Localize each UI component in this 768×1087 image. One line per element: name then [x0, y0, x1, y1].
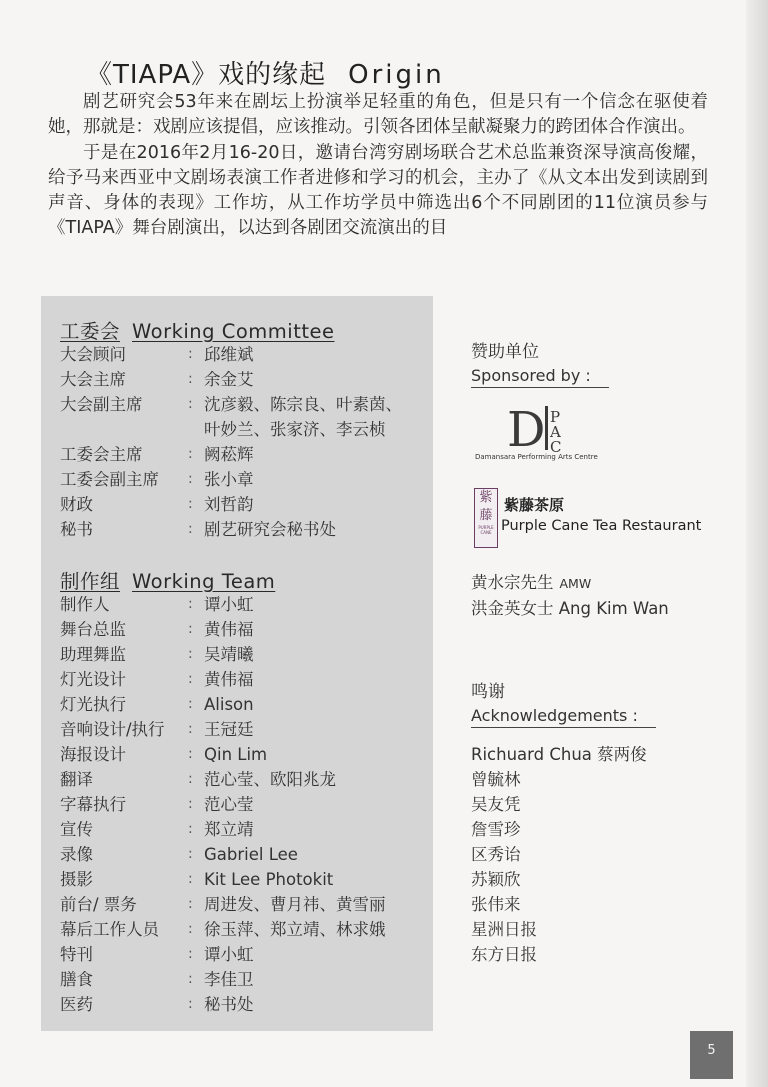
credit-colon: :: [188, 521, 193, 537]
credit-name: 黄伟福: [204, 620, 254, 639]
acknowledgement-item: 詹雪珍: [471, 820, 521, 839]
credit-row: [60, 592, 430, 617]
credit-name: 吴靖曦: [204, 645, 254, 664]
credit-name: 黄伟福: [204, 670, 254, 689]
credit-colon: :: [188, 671, 193, 687]
credit-row: [60, 467, 430, 492]
acknowledgements-heading-en: Acknowledgements :: [471, 705, 656, 728]
acknowledgement-item: Richuard Chua 蔡两俊: [471, 745, 647, 764]
credit-role: 财政: [60, 495, 93, 514]
credit-role: 医药: [60, 995, 93, 1014]
credit-name: 张小章: [204, 470, 254, 489]
credit-role: 舞台总监: [60, 620, 126, 639]
credit-colon: :: [188, 846, 193, 862]
credit-colon: :: [188, 396, 193, 412]
acknowledgements-section: [471, 680, 731, 967]
credit-row: [60, 892, 430, 917]
credit-colon: :: [188, 646, 193, 662]
credit-colon: :: [188, 346, 193, 362]
dpac-logo: [471, 400, 641, 464]
credit-name: Kit Lee Photokit: [204, 870, 334, 889]
credit-row: [60, 992, 430, 1017]
page-title: [86, 54, 445, 91]
intro-paragraph-1: 剧艺研究会53年来在剧坛上扮演举足轻重的角色，但是只有一个信念在驱使着她，那就是：戏剧应该提倡，应该推动。引领各团体呈献凝聚力的跨团体合作演出。: [48, 92, 708, 137]
credit-colon: :: [188, 446, 193, 462]
credit-role: 制作人: [60, 595, 110, 614]
credit-name: 叶妙兰、张家济、李云桢: [204, 420, 386, 439]
acknowledgement-item: 区秀诒: [471, 845, 521, 864]
individual-sponsor: [471, 570, 731, 596]
credit-colon: :: [188, 946, 193, 962]
credit-name: Alison: [204, 695, 254, 714]
credit-role: 特刊: [60, 945, 93, 964]
credit-colon: :: [188, 871, 193, 887]
credit-name: Qin Lim: [204, 745, 268, 764]
credit-row: [60, 967, 430, 992]
page-number: 5: [690, 1031, 733, 1079]
title-zh: 《TIAPA》戏的缘起: [86, 60, 327, 90]
credit-name: 范心莹: [204, 795, 254, 814]
credit-name: 李佳卫: [204, 970, 254, 989]
credit-role: 宣传: [60, 820, 93, 839]
dpac-name: Damansara Performing Arts Centre: [475, 453, 598, 461]
credit-role: 前台/ 票务: [60, 895, 137, 914]
committee-list: [60, 342, 430, 542]
svg-text:P: P: [550, 408, 561, 426]
credit-role: 秘书: [60, 520, 93, 539]
credit-colon: :: [188, 596, 193, 612]
title-en: Origin: [348, 60, 445, 90]
credit-name: 范心莹、欧阳兆龙: [204, 770, 336, 789]
credit-name: 邱维斌: [204, 345, 254, 364]
credit-role: 工委会副主席: [60, 470, 159, 489]
credit-row: [60, 767, 430, 792]
credit-role: 大会副主席: [60, 395, 143, 414]
credit-row: [60, 442, 430, 467]
credit-role: 大会顾问: [60, 345, 126, 364]
credit-row: [60, 917, 430, 942]
credit-role: 大会主席: [60, 370, 126, 389]
credit-colon: :: [188, 721, 193, 737]
acknowledgement-item: 曾毓林: [471, 770, 521, 789]
credit-name: 剧艺研究会秘书处: [204, 520, 336, 539]
credit-colon: :: [188, 471, 193, 487]
page-edge-shadow: [746, 0, 768, 1087]
credit-name: 徐玉萍、郑立靖、林求娥: [204, 920, 386, 939]
credit-colon: :: [188, 896, 193, 912]
purple-cane-logo: [474, 488, 704, 550]
committee-heading: [60, 316, 335, 344]
credit-row: [60, 492, 430, 517]
credit-name: 谭小虹: [204, 945, 254, 964]
credit-row: [60, 942, 430, 967]
credit-colon: :: [188, 746, 193, 762]
credit-role: 幕后工作人员: [60, 920, 159, 939]
dpac-logo-mark: [471, 400, 641, 456]
credit-name: 阙菘辉: [204, 445, 254, 464]
team-heading-en: Working Team: [132, 570, 276, 593]
credit-role: 音响设计/执行: [60, 720, 165, 739]
credit-role: 海报设计: [60, 745, 126, 764]
credit-name: 刘哲韵: [204, 495, 254, 514]
credit-role: 助理舞监: [60, 645, 126, 664]
credit-row: [60, 692, 430, 717]
credit-name: 余金艾: [204, 370, 254, 389]
credit-row: [60, 792, 430, 817]
credit-colon: :: [188, 971, 193, 987]
credit-role: 灯光执行: [60, 695, 126, 714]
credit-colon: :: [188, 371, 193, 387]
credit-role: 录像: [60, 845, 93, 864]
acknowledgement-item: 吴友凭: [471, 795, 521, 814]
purple-cane-badge: [474, 488, 498, 548]
purple-cane-badge-bottom: 藤: [479, 508, 493, 523]
credit-row: [60, 642, 430, 667]
credit-colon: :: [188, 771, 193, 787]
purple-cane-badge-top: 紫: [479, 490, 493, 505]
credit-row: [60, 417, 430, 442]
credit-colon: :: [188, 796, 193, 812]
credit-role: 膳食: [60, 970, 93, 989]
purple-cane-name-en: Purple Cane Tea Restaurant: [501, 518, 702, 534]
individual-sponsor-name: 洪金英女士 Ang Kim Wan: [471, 599, 669, 618]
credit-name: 周进发、曹月祎、黄雪丽: [204, 895, 386, 914]
credit-role: [60, 417, 188, 442]
individual-sponsor: [471, 596, 731, 621]
team-list: [60, 592, 430, 1017]
credit-row: [60, 517, 430, 542]
credit-role: 字幕执行: [60, 795, 126, 814]
acknowledgement-item: 星洲日报: [471, 920, 537, 939]
credit-row: [60, 617, 430, 642]
credit-name: 秘书处: [204, 995, 254, 1014]
credit-name: Gabriel Lee: [204, 845, 298, 864]
credit-row: [60, 392, 430, 417]
credit-role: 工委会主席: [60, 445, 143, 464]
credit-colon: :: [188, 696, 193, 712]
credit-role: 摄影: [60, 870, 93, 889]
sponsors-heading-en: Sponsored by :: [471, 365, 609, 388]
svg-text:A: A: [550, 423, 561, 441]
purple-cane-badge-small: PURPLE CANE: [478, 525, 494, 535]
credit-row: [60, 342, 430, 367]
acknowledgements-heading-zh: 鸣谢: [471, 682, 505, 702]
credit-row: [60, 367, 430, 392]
sponsors-section: [471, 340, 731, 388]
intro-text: [48, 90, 708, 238]
credit-colon: :: [188, 621, 193, 637]
svg-text:D: D: [507, 402, 546, 458]
credit-row: [60, 717, 430, 742]
credit-name: 谭小虹: [204, 595, 254, 614]
credit-colon: [188, 417, 204, 442]
sponsors-heading-zh: 赞助单位: [471, 342, 539, 362]
credit-name: 沈彦毅、陈宗良、叶素茵、: [204, 395, 402, 414]
credit-row: [60, 842, 430, 867]
acknowledgement-item: 苏颖欣: [471, 870, 521, 889]
credit-colon: :: [188, 921, 193, 937]
credit-row: [60, 867, 430, 892]
credit-row: [60, 817, 430, 842]
credit-name: 郑立靖: [204, 820, 254, 839]
svg-text:C: C: [550, 438, 562, 456]
committee-heading-zh: 工委会: [60, 320, 121, 343]
credit-colon: :: [188, 996, 193, 1012]
credit-row: [60, 742, 430, 767]
individual-sponsor-title: AMW: [559, 576, 592, 591]
intro-paragraph-2: 于是在2016年2月16-20日，邀请台湾穷剧场联合艺术总监兼资深导演高俊耀，给予马来西亚中文剧场表演工作者进修和学习的机会，主办了《从文本出发到读剧到声音、身体的表现》工作坊，从工作坊学员中筛选出6个不同剧团的11位演员参与《TIAPA》舞台剧演出，以达到各剧团交流演出的目: [48, 143, 708, 238]
individual-sponsor-name: 黄水宗先生: [471, 573, 554, 592]
individual-sponsors: [471, 570, 731, 621]
committee-heading-en: Working Committee: [132, 320, 335, 343]
acknowledgement-item: 张伟来: [471, 895, 521, 914]
acknowledgements-list: [471, 742, 731, 967]
credit-colon: :: [188, 496, 193, 512]
team-heading-zh: 制作组: [60, 570, 121, 593]
purple-cane-name-zh: 紫藤茶原: [504, 496, 565, 514]
credit-role: 翻译: [60, 770, 93, 789]
acknowledgement-item: 东方日报: [471, 945, 537, 964]
credit-role: 灯光设计: [60, 670, 126, 689]
credit-colon: :: [188, 821, 193, 837]
credit-name: 王冠廷: [204, 720, 254, 739]
team-heading: [60, 566, 275, 594]
credit-row: [60, 667, 430, 692]
